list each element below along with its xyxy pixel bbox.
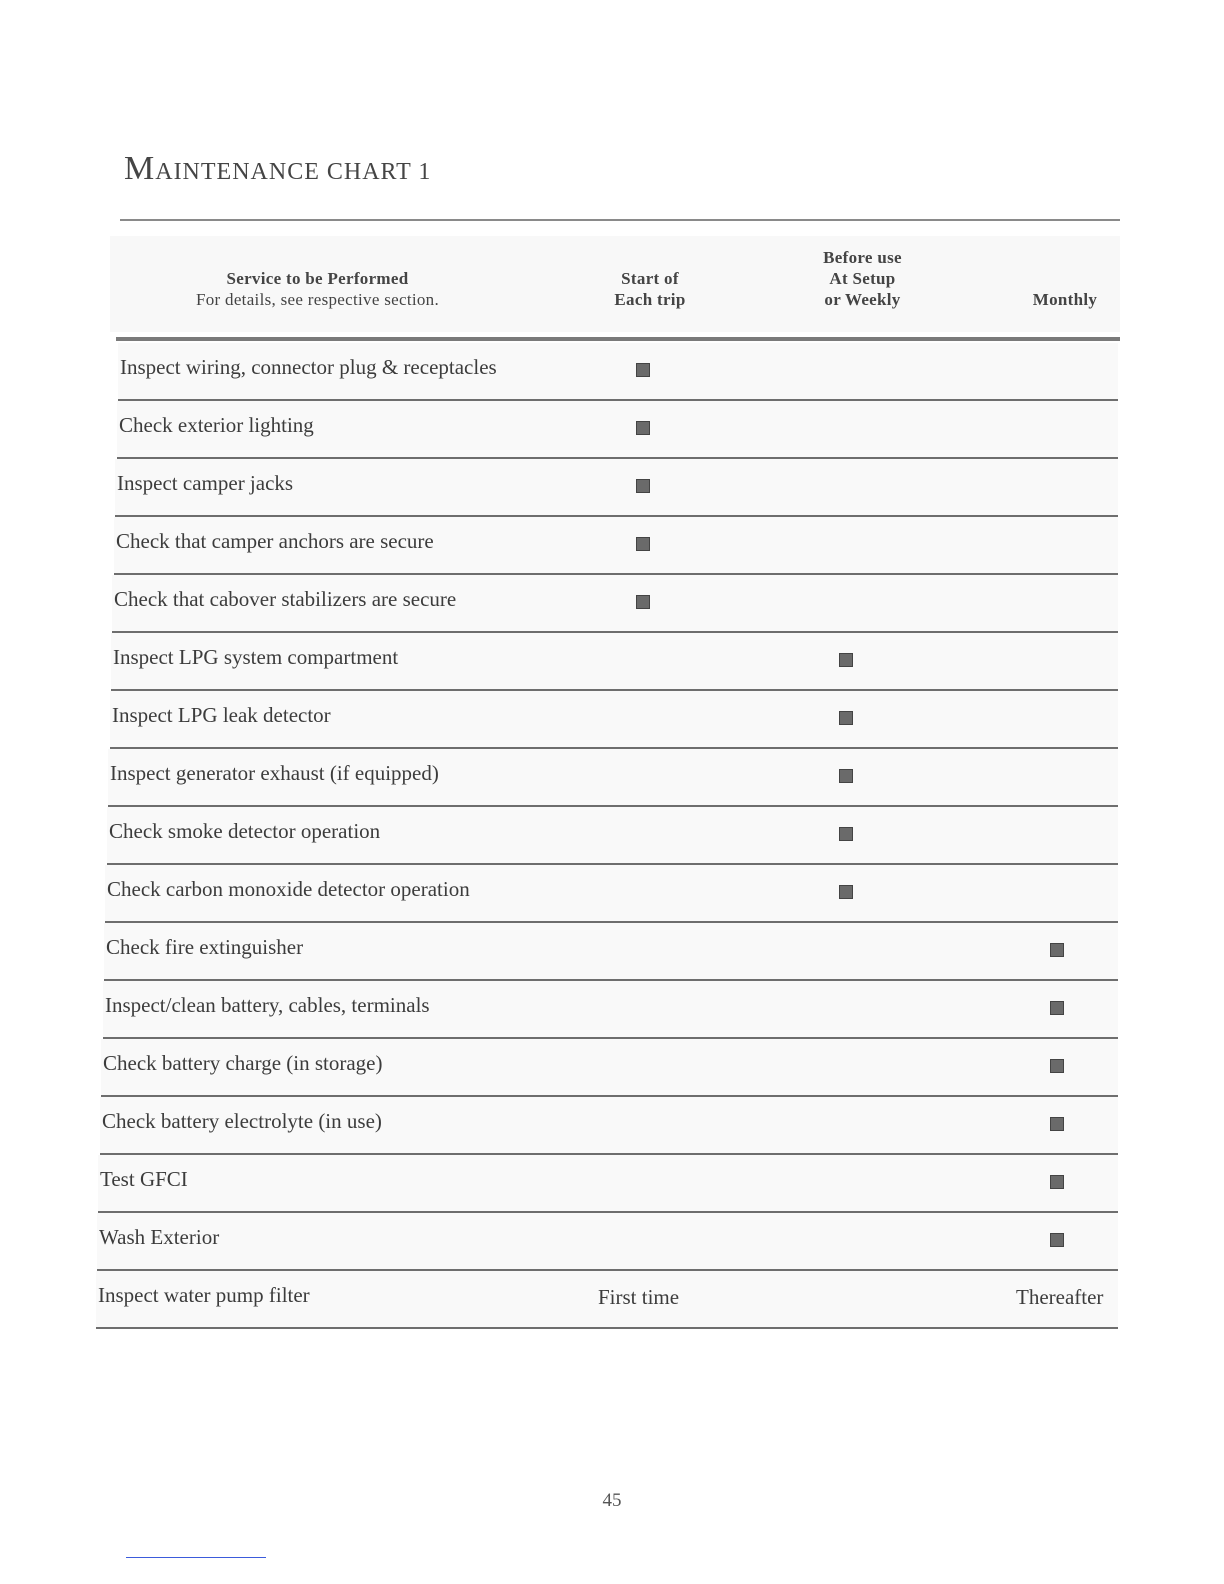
service-label: Check fire extinguisher xyxy=(106,935,304,959)
table-row xyxy=(105,865,1118,923)
table-row xyxy=(108,749,1118,807)
schedule-mark-weekly xyxy=(839,711,853,725)
table-row xyxy=(117,401,1118,459)
schedule-mark-monthly xyxy=(1050,1233,1064,1247)
table-row xyxy=(98,1155,1118,1213)
table-row xyxy=(114,517,1118,575)
schedule-mark-monthly xyxy=(1050,1059,1064,1073)
schedule-mark-trip xyxy=(636,363,650,377)
table-row xyxy=(118,343,1118,401)
table-row xyxy=(101,1039,1118,1097)
service-label: Inspect LPG system compartment xyxy=(113,645,399,669)
service-label: Check battery electrolyte (in use) xyxy=(102,1109,382,1133)
schedule-mark-monthly xyxy=(1050,1175,1064,1189)
header-weekly: Before use At Setup or Weekly xyxy=(823,248,902,309)
schedule-mark-weekly xyxy=(839,769,853,783)
table-row xyxy=(103,981,1118,1039)
table-row xyxy=(110,691,1118,749)
service-label: Check smoke detector operation xyxy=(109,819,381,843)
schedule-mark-monthly xyxy=(1050,1117,1064,1131)
table-row xyxy=(111,633,1118,691)
table-row xyxy=(96,1271,1118,1329)
service-label: Inspect camper jacks xyxy=(117,471,294,495)
header-each-trip: Start of Each trip xyxy=(614,269,686,309)
row-rule xyxy=(96,1327,1118,1329)
table-row xyxy=(115,459,1118,517)
header-monthly: Monthly xyxy=(1032,290,1098,309)
table-row xyxy=(104,923,1118,981)
service-label: Inspect/clean battery, cables, terminals xyxy=(105,993,430,1017)
table-row xyxy=(107,807,1118,865)
service-label: Inspect generator exhaust (if equipped) xyxy=(110,761,439,785)
service-label: Check exterior lighting xyxy=(119,413,314,437)
table-row xyxy=(112,575,1118,633)
service-label: Check battery charge (in storage) xyxy=(103,1051,383,1075)
service-label: Wash Exterior xyxy=(99,1225,220,1249)
page-title: MAINTENANCE CHART 1 xyxy=(124,150,432,187)
page-number: 45 xyxy=(602,1490,622,1511)
schedule-mark-trip xyxy=(636,537,650,551)
service-label: Inspect water pump filter xyxy=(98,1283,310,1307)
schedule-mark-monthly xyxy=(1050,1001,1064,1015)
header-rule xyxy=(116,337,1120,341)
schedule-mark-monthly xyxy=(1050,943,1064,957)
first-time-cell: First time xyxy=(598,1285,680,1309)
table-row xyxy=(100,1097,1118,1155)
schedule-mark-trip xyxy=(636,421,650,435)
thereafter-cell: Thereafter xyxy=(1016,1285,1104,1309)
schedule-mark-weekly xyxy=(839,827,853,841)
title-rule xyxy=(120,219,1120,221)
service-label: Inspect LPG leak detector xyxy=(112,703,331,727)
footer-line xyxy=(126,1557,266,1558)
table-row xyxy=(97,1213,1118,1271)
schedule-mark-trip xyxy=(636,479,650,493)
schedule-mark-weekly xyxy=(839,885,853,899)
service-label: Check that camper anchors are secure xyxy=(116,529,434,553)
service-label: Inspect wiring, connector plug & receptacles xyxy=(120,355,497,379)
service-label: Check that cabover stabilizers are secure xyxy=(114,587,457,611)
schedule-mark-trip xyxy=(636,595,650,609)
header-service: Service to be Performed For details, see respective section. xyxy=(195,269,440,309)
schedule-mark-weekly xyxy=(839,653,853,667)
service-label: Check carbon monoxide detector operation xyxy=(107,877,470,901)
service-label: Test GFCI xyxy=(100,1167,188,1191)
